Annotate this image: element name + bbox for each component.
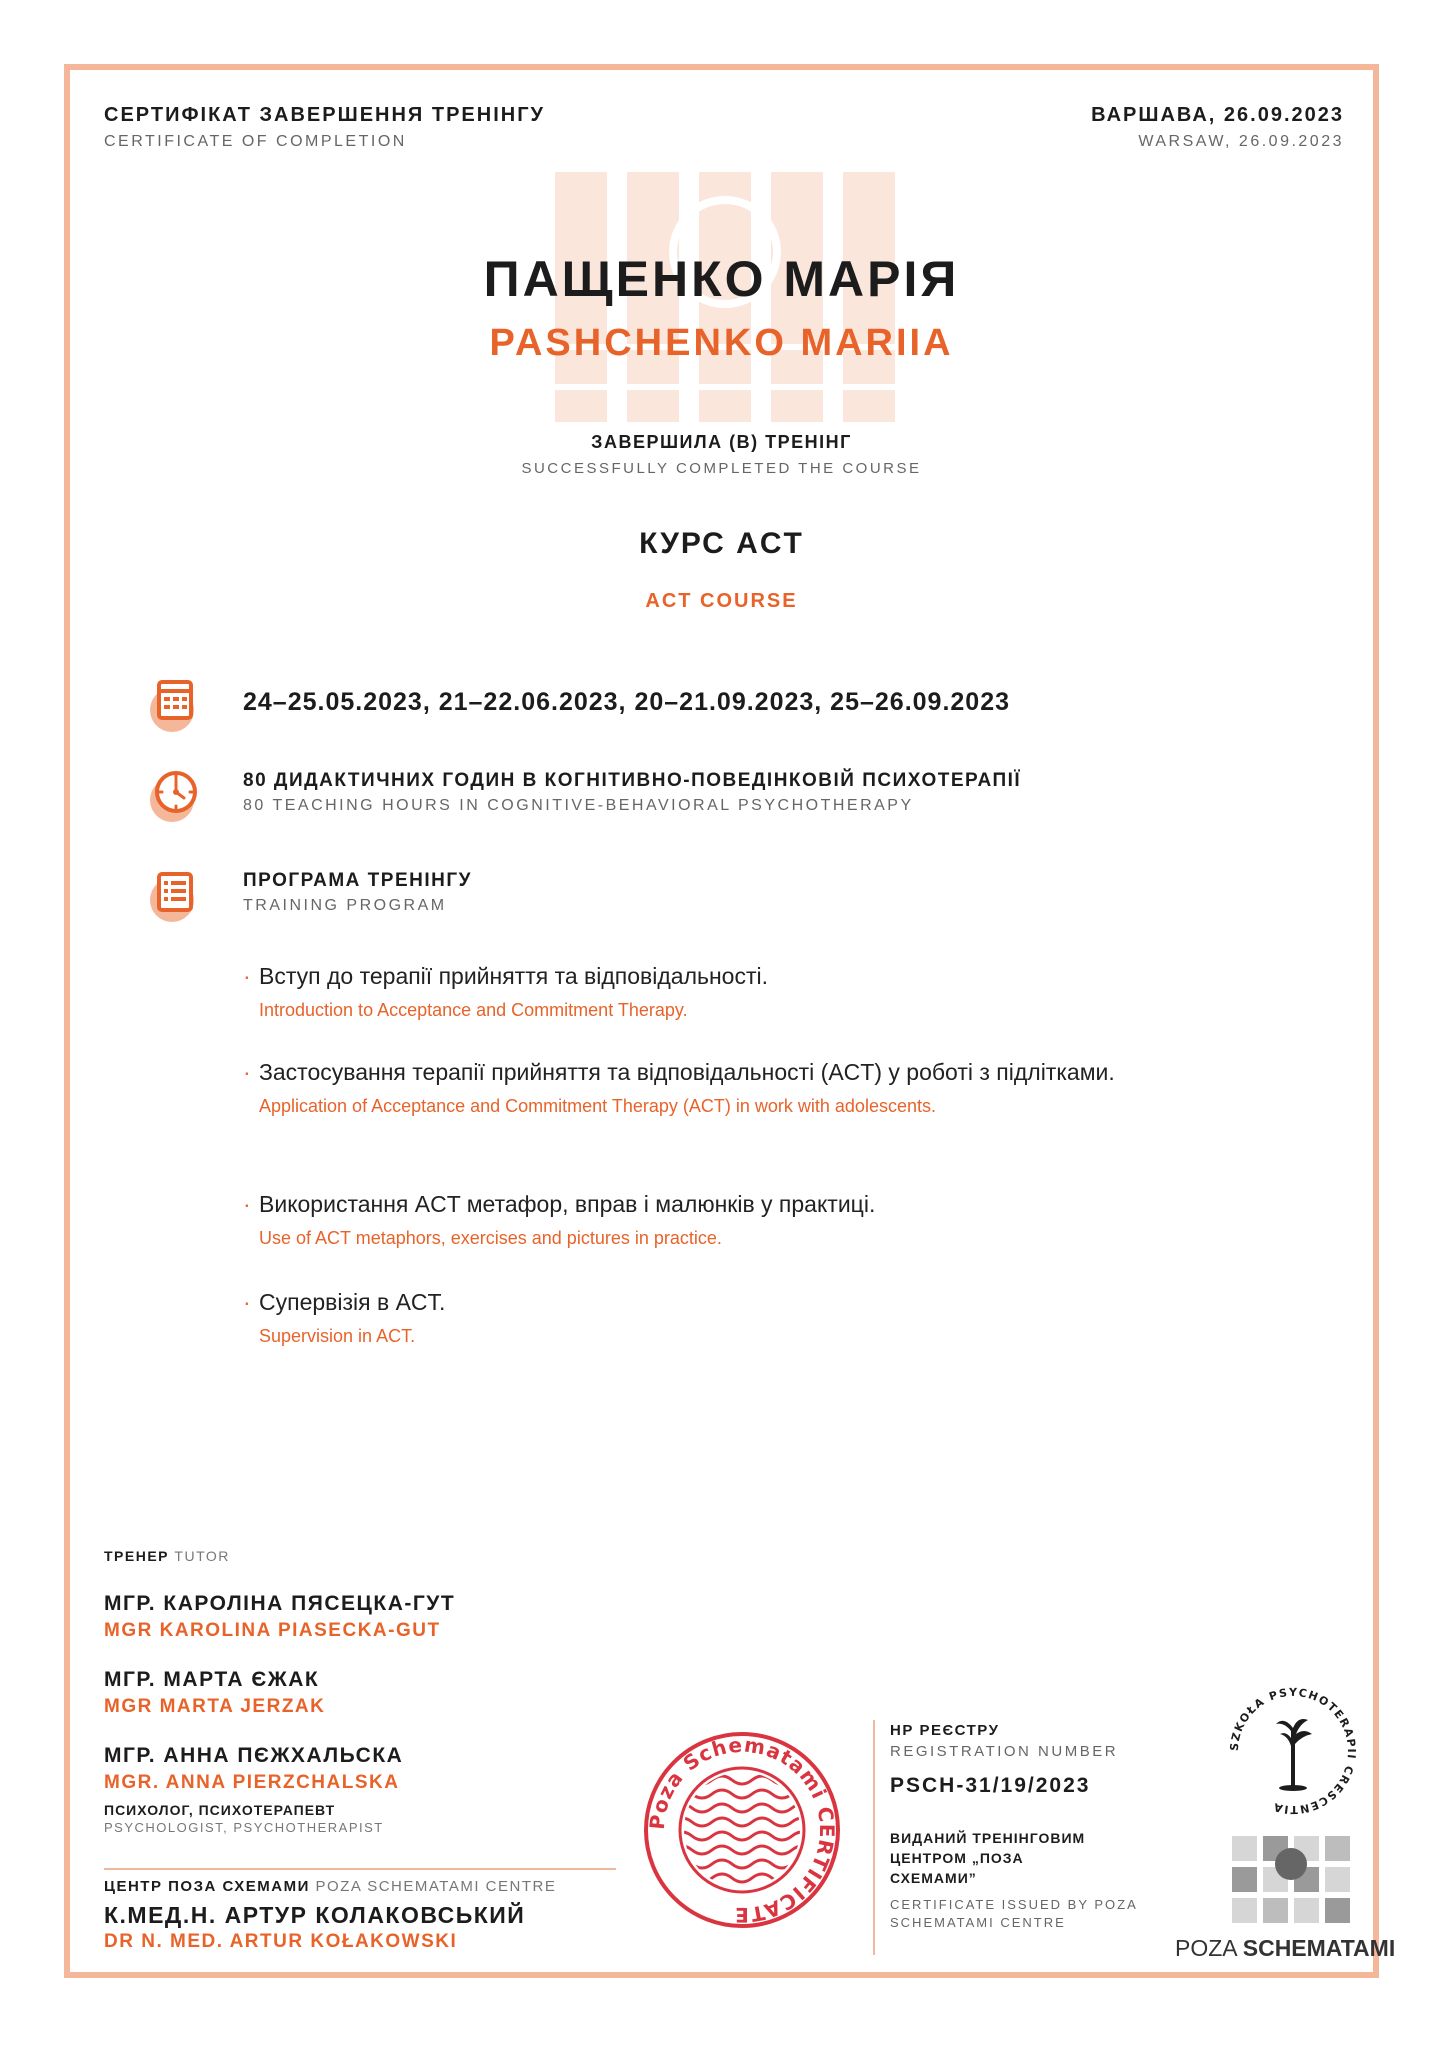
crescentia-logo (1218, 1676, 1368, 1826)
poza-schematami-wordmark (1175, 1935, 1395, 1962)
tutor-name-uk: МГР. МАРТА ЄЖАК (104, 1668, 320, 1691)
tutor-name-uk: МГР. КАРОЛІНА ПЯСЕЦКА-ГУТ (104, 1592, 456, 1615)
centre-label (104, 1878, 556, 1895)
recipient-name-uk: ПАЩЕНКО МАРІЯ (483, 251, 960, 307)
tutor-name-en: MGR MARTA JERZAK (104, 1696, 326, 1717)
teaching-hours (243, 770, 1021, 815)
tutor-entry (104, 1744, 403, 1835)
certificate-stamp (642, 1730, 842, 1930)
tutor-label-en: TUTOR (174, 1548, 230, 1564)
program-item-en: Use of ACT metaphors, exercises and pictures in practice. (259, 1228, 722, 1248)
poza-light: POZA (1175, 1935, 1237, 1961)
place-date-en: WARSAW, 26.09.2023 (1138, 133, 1344, 150)
registry-label-en: REGISTRATION NUMBER (890, 1743, 1119, 1760)
centre-label-en: POZA SCHEMATAMI CENTRE (315, 1878, 557, 1895)
program-item-uk: Використання ACT метафор, вправ і малюнків у практиці. (259, 1191, 876, 1217)
recipient-name-en: PASHCHENKO MARIIA (489, 322, 954, 364)
director-name-en: DR N. MED. ARTUR KOŁAKOWSKI (104, 1931, 458, 1952)
training-dates: 24–25.05.2023, 21–22.06.2023, 20–21.09.2023, 25–26.09.2023 (243, 688, 1011, 716)
tutor-name-en: MGR. ANNA PIERZCHALSKA (104, 1772, 400, 1793)
tutor-role-en: PSYCHOLOGIST, PSYCHOTHERAPIST (104, 1820, 384, 1835)
list-icon (145, 868, 199, 922)
calendar-icon (145, 678, 199, 732)
poza-schematami-logo (1232, 1836, 1350, 1928)
tutor-role-uk: ПСИХОЛОГ, ПСИХОТЕРАПЕВТ (104, 1802, 336, 1818)
bullet-icon: · (243, 963, 251, 989)
completed-en: SUCCESSFULLY COMPLETED THE COURSE (521, 460, 922, 477)
header-right (1091, 104, 1344, 151)
program-item (243, 1284, 1143, 1347)
program-item (243, 1186, 1143, 1249)
issued-by-en: CERTIFICATE ISSUED BY POZA SCHEMATAMI CENTRE (890, 1897, 1138, 1930)
registry-label-uk: НР РЕЄСТРУ (890, 1722, 1000, 1739)
place-date-uk: ВАРШАВА, 26.09.2023 (1091, 104, 1344, 126)
tutor-name-en: MGR KAROLINA PIASECKA-GUT (104, 1620, 441, 1641)
program-heading (243, 870, 472, 915)
program-item-uk: Застосування терапії прийняття та відповідальності (ACT) у роботі з підлітками. (259, 1059, 1115, 1085)
completed-uk: ЗАВЕРШИЛА (В) ТРЕНІНГ (591, 432, 852, 452)
program-item (243, 958, 1143, 1021)
teaching-hours-uk: 80 ДИДАКТИЧНИХ ГОДИН В КОГНІТИВНО-ПОВЕДІНКОВІЙ ПСИХОТЕРАПІЇ (243, 770, 1022, 791)
divider (104, 1868, 616, 1870)
teaching-hours-en: 80 TEACHING HOURS IN COGNITIVE-BEHAVIORAL PSYCHOTHERAPY (243, 797, 914, 814)
course-title-uk: КУРС ACT (639, 527, 804, 560)
course-title-en: ACT COURSE (645, 590, 798, 612)
program-item-en: Introduction to Acceptance and Commitment Therapy. (259, 1000, 688, 1020)
director-name-uk: К.МЕД.Н. АРТУР КОЛАКОВСЬКИЙ (104, 1902, 526, 1928)
tutor-entry (104, 1668, 325, 1718)
program-item-uk: Супервізія в ACT. (259, 1289, 446, 1315)
tutor-label-uk: ТРЕНЕР (104, 1548, 170, 1564)
registration-number: PSCH-31/19/2023 (890, 1774, 1091, 1797)
stamp-text: Poza Schematami CERTIFICATE (644, 1732, 840, 1928)
vertical-divider (873, 1720, 875, 1955)
tutor-entry (104, 1592, 455, 1642)
tutor-label (104, 1548, 230, 1564)
bullet-icon: · (243, 1059, 251, 1085)
header-left (104, 104, 545, 151)
bullet-icon: · (243, 1191, 251, 1217)
program-item-en: Supervision in ACT. (259, 1326, 416, 1346)
certificate-title-uk: СЕРТИФІКАТ ЗАВЕРШЕННЯ ТРЕНІНГУ (104, 104, 545, 126)
certificate-title-en: CERTIFICATE OF COMPLETION (104, 133, 407, 150)
crescentia-text: SZKOŁA PSYCHOTERAPII CRESCENTIA (1227, 1685, 1359, 1817)
program-item-en: Application of Acceptance and Commitment Therapy (ACT) in work with adolescents. (259, 1096, 936, 1116)
registry (890, 1722, 1150, 1932)
issued-by-uk: ВИДАНИЙ ТРЕНІНГОВИМ ЦЕНТРОМ „ПОЗА СХЕМАМИ” (890, 1830, 1086, 1886)
program-item (243, 1054, 1123, 1117)
clock-icon (145, 768, 199, 822)
poza-bold: SCHEMATAMI (1242, 1935, 1396, 1961)
tutor-name-uk: МГР. АННА ПЄЖХАЛЬСКА (104, 1744, 404, 1767)
director (104, 1902, 525, 1953)
centre-label-uk: ЦЕНТР ПОЗА СХЕМАМИ (104, 1878, 310, 1895)
bullet-icon: · (243, 1289, 251, 1315)
program-item-uk: Вступ до терапії прийняття та відповідальності. (259, 963, 769, 989)
program-heading-en: TRAINING PROGRAM (243, 897, 447, 914)
program-heading-uk: ПРОГРАМА ТРЕНІНГУ (243, 870, 472, 891)
